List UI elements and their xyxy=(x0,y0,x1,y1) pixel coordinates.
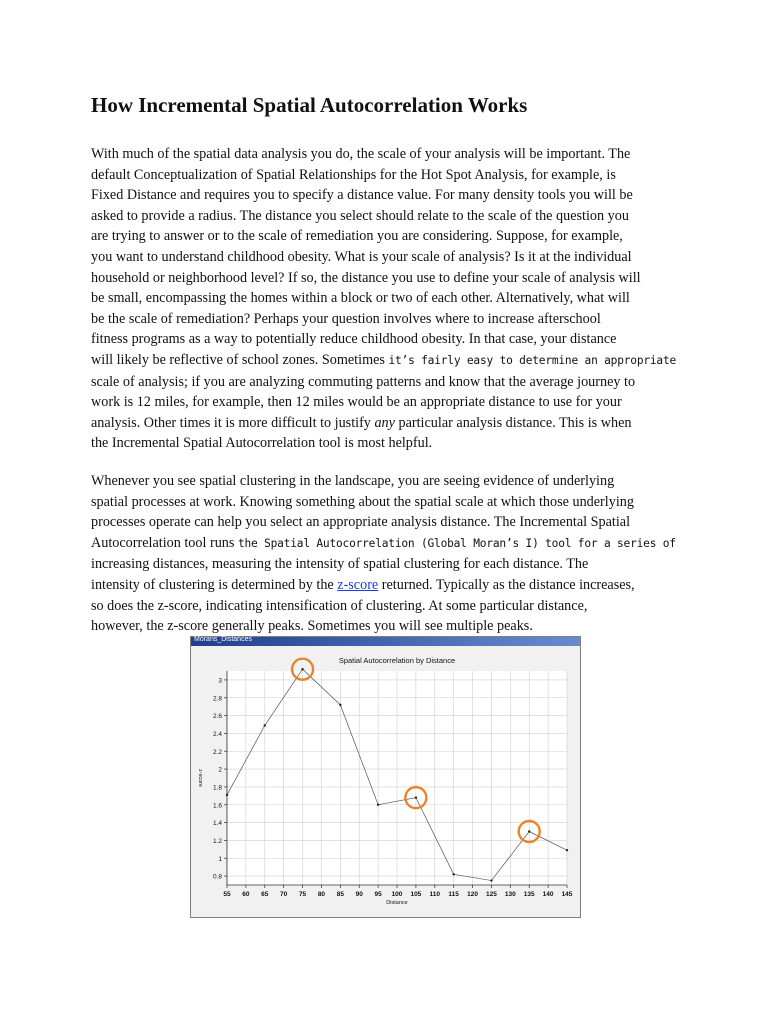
x-tick-label: 115 xyxy=(448,891,459,898)
data-point xyxy=(226,794,228,796)
y-tick-label: 1.4 xyxy=(212,820,222,828)
text-line xyxy=(91,575,681,596)
x-tick-label: 65 xyxy=(261,891,269,898)
text-line: asked to provide a radius. The distance you select should relate to the scale of the question you xyxy=(91,207,629,224)
text-line: spatial processes at work. Knowing something about the spatial scale at which those underlying xyxy=(91,493,634,510)
data-point xyxy=(415,796,417,798)
y-tick-label: 2.2 xyxy=(212,748,222,756)
x-tick-label: 85 xyxy=(336,891,344,898)
y-tick-label: 3 xyxy=(218,677,222,685)
x-tick-label: 145 xyxy=(561,891,573,898)
x-axis-label: Distance xyxy=(386,900,408,906)
text-line: scale of analysis; if you are analyzing commuting patterns and know that the average journey to xyxy=(91,373,636,390)
x-tick-label: 135 xyxy=(523,891,535,898)
text-line: household or neighborhood level? If so, the distance you use to define your scale of analysis will xyxy=(91,269,641,286)
text-run-mono: it’s fairly easy to determine an appropriate xyxy=(388,353,677,367)
text-run: analysis. Other times it is more difficult to justify xyxy=(91,414,375,431)
z-score-link[interactable]: z-score xyxy=(337,576,379,593)
text-line: you want to understand childhood obesity. What is your scale of analysis? Is it at the individual xyxy=(91,248,632,265)
y-tick-label: 1.2 xyxy=(212,837,222,845)
y-tick-label: 0.8 xyxy=(212,873,222,881)
text-line: be the scale of remediation? Perhaps your question involves where to increase afterschool xyxy=(91,310,601,327)
y-tick-label: 1 xyxy=(218,855,222,863)
text-line: default Conceptualization of Spatial Relationships for the Hot Spot Analysis, for example, is xyxy=(91,166,616,183)
x-tick-label: 60 xyxy=(242,891,250,898)
x-tick-label: 90 xyxy=(355,891,363,898)
x-tick-label: 75 xyxy=(298,891,307,898)
text-line: Whenever you see spatial clustering in the landscape, you are seeing evidence of underlying xyxy=(91,473,615,489)
text-line xyxy=(91,350,681,372)
y-tick-label: 1.8 xyxy=(212,784,222,792)
data-point xyxy=(528,830,530,832)
chart-title: Spatial Autocorrelation by Distance xyxy=(338,656,456,665)
data-point xyxy=(566,849,568,851)
x-tick-label: 110 xyxy=(429,891,441,898)
y-tick-label: 1.6 xyxy=(212,802,222,810)
text-line xyxy=(91,533,681,555)
x-tick-label: 55 xyxy=(223,891,231,898)
x-tick-label: 120 xyxy=(467,891,478,898)
x-tick-label: 80 xyxy=(317,891,326,898)
x-tick-label: 100 xyxy=(391,891,403,898)
y-tick-label: 2.8 xyxy=(212,695,222,703)
data-point xyxy=(301,668,303,670)
data-point xyxy=(377,804,379,806)
text-line: the Incremental Spatial Autocorrelation tool is most helpful. xyxy=(91,435,433,452)
x-tick-label: 105 xyxy=(410,891,422,898)
x-tick-label: 125 xyxy=(486,891,497,898)
paragraph-scale-of-analysis xyxy=(91,144,681,454)
text-run: particular analysis distance. This is when xyxy=(394,414,632,431)
emphasis-any: any xyxy=(374,414,395,431)
x-tick-label: 95 xyxy=(374,891,382,898)
text-line xyxy=(91,413,681,434)
chart-window-title: Morans_Distances xyxy=(194,636,252,643)
text-line: With much of the spatial data analysis you do, the scale of your analysis will be important. The xyxy=(91,146,631,162)
data-point xyxy=(339,704,341,706)
text-line: be small, encompassing the homes within a block or two of each other. Alternatively, what will xyxy=(91,290,630,307)
data-point xyxy=(264,724,266,726)
x-tick-label: 130 xyxy=(504,891,516,898)
x-tick-label: 140 xyxy=(542,891,554,898)
paragraph-spatial-clustering xyxy=(91,471,681,637)
text-line: increasing distances, measuring the intensity of spatial clustering for each distance. The xyxy=(91,556,589,573)
text-line: are trying to answer or to the scale of remediation you are considering. Suppose, for example, xyxy=(91,228,623,245)
text-run: returned. Typically as the distance increases, xyxy=(378,576,635,593)
y-tick-label: 2.6 xyxy=(212,713,222,721)
chart-window-titlebar xyxy=(191,637,580,646)
y-tick-label: 2 xyxy=(218,766,222,774)
text-run: will likely be reflective of school zones. Sometimes xyxy=(91,351,389,368)
text-line: Fixed Distance and requires you to specify a distance value. For many density tools you will be xyxy=(91,187,633,204)
text-line: so does the z-score, indicating intensification of clustering. At some particular distance, xyxy=(91,597,588,614)
data-point xyxy=(452,873,454,875)
text-line: however, the z-score generally peaks. Sometimes you will see multiple peaks. xyxy=(91,618,533,635)
text-run: Autocorrelation tool runs xyxy=(91,534,238,551)
text-line: work is 12 miles, for example, then 12 miles would be an appropriate distance to use for your xyxy=(91,394,622,411)
text-run: intensity of clustering is determined by the xyxy=(91,576,338,593)
page-title: How Incremental Spatial Autocorrelation Works xyxy=(91,93,528,117)
chart-window xyxy=(190,636,581,918)
chart-svg xyxy=(191,647,580,917)
text-line: processes operate can help you select an appropriate analysis distance. The Incremental Spatial xyxy=(91,514,631,531)
x-tick-label: 70 xyxy=(280,891,288,898)
text-run-mono: the Spatial Autocorrelation (Global Moran’s I) tool for a series of xyxy=(237,536,676,550)
y-axis-label: z-score xyxy=(197,768,203,788)
y-tick-label: 2.4 xyxy=(212,730,222,738)
data-point xyxy=(490,879,492,881)
text-line: fitness programs as a way to potentially reduce childhood obesity. In that case, your distance xyxy=(91,331,617,348)
